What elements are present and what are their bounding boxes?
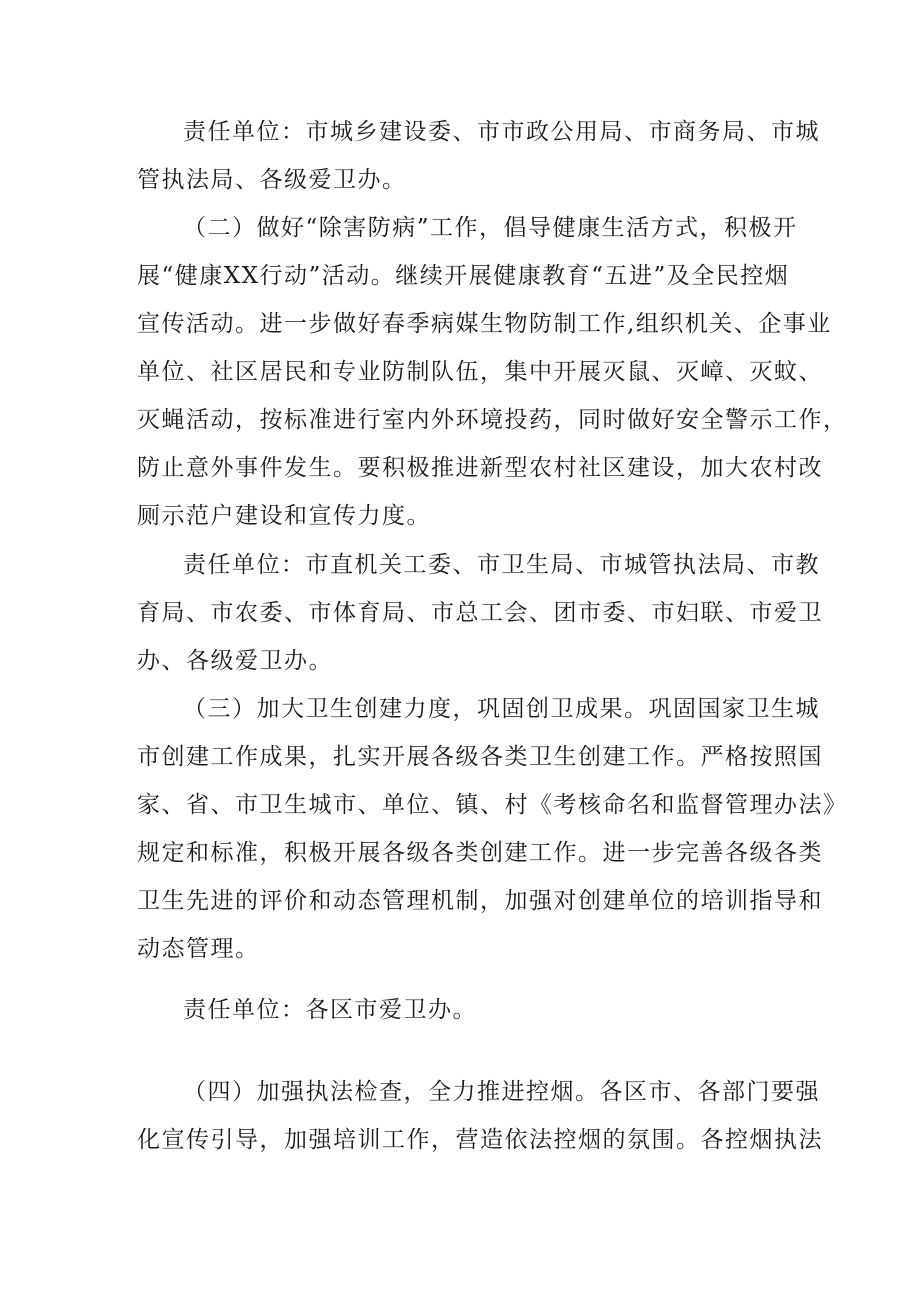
text-line: 责任单位：市城乡建设委、市市政公用局、市商务局、市城 (183, 119, 820, 145)
paragraph-section-2 (137, 204, 848, 540)
text-line: 育局、市农委、市体育局、市总工会、团市委、市妇联、市爱卫 (137, 600, 823, 626)
text-line: 家、省、市卫生城市、单位、镇、村《考核命名和监督管理办法》 (137, 792, 848, 818)
text-line: 宣传活动。进一步做好春季病媒生物防制工作,组织机关、企事业 (137, 311, 832, 337)
text-line: （三）加大卫生创建力度，巩固创卫成果。巩固国家卫生城 (183, 696, 820, 722)
text-line: 责任单位：各区市爱卫办。 (183, 997, 477, 1023)
text-line: 防止意外事件发生。要积极推进新型农村社区建设，加大农村改 (137, 455, 823, 481)
paragraph-responsibility-3 (137, 986, 797, 1034)
text-line: 责任单位：市直机关工委、市卫生局、市城管执法局、市教 (183, 552, 820, 578)
paragraph-responsibility-1 (137, 108, 820, 204)
text-line: 化宣传引导，加强培训工作，营造依法控烟的氛围。各控烟执法 (137, 1127, 823, 1153)
text-line: 卫生先进的评价和动态管理机制，加强对创建单位的培训指导和 (137, 888, 823, 914)
text-line: 市创建工作成果，扎实开展各级各类卫生创建工作。严格按照国 (137, 744, 823, 770)
text-line: （二）做好“除害防病”工作，倡导健康生活方式，积极开 (183, 215, 798, 241)
paragraph-responsibility-2 (137, 541, 823, 685)
text-line: 规定和标准，积极开展各级各类创建工作。进一步完善各级各类 (137, 840, 823, 866)
text-line: （四）加强执法检查，全力推进控烟。各区市、各部门要强 (183, 1079, 820, 1105)
text-line: 展“健康XX行动”活动。继续开展健康教育“五进”及全民控烟 (137, 263, 790, 289)
paragraph-section-4 (137, 1068, 823, 1164)
text-line: 动态管理。 (137, 936, 260, 962)
text-line: 灭蝇活动，按标准进行室内外环境投药，同时做好安全警示工作， (137, 407, 848, 433)
paragraph-section-3 (137, 685, 848, 973)
text-line: 厕示范户建设和宣传力度。 (137, 503, 431, 529)
text-line: 单位、社区居民和专业防制队伍，集中开展灭鼠、灭嶂、灭蚊、 (137, 359, 823, 385)
text-line: 管执法局、各级爱卫办。 (137, 167, 407, 193)
text-line: 办、各级爱卫办。 (137, 648, 333, 674)
